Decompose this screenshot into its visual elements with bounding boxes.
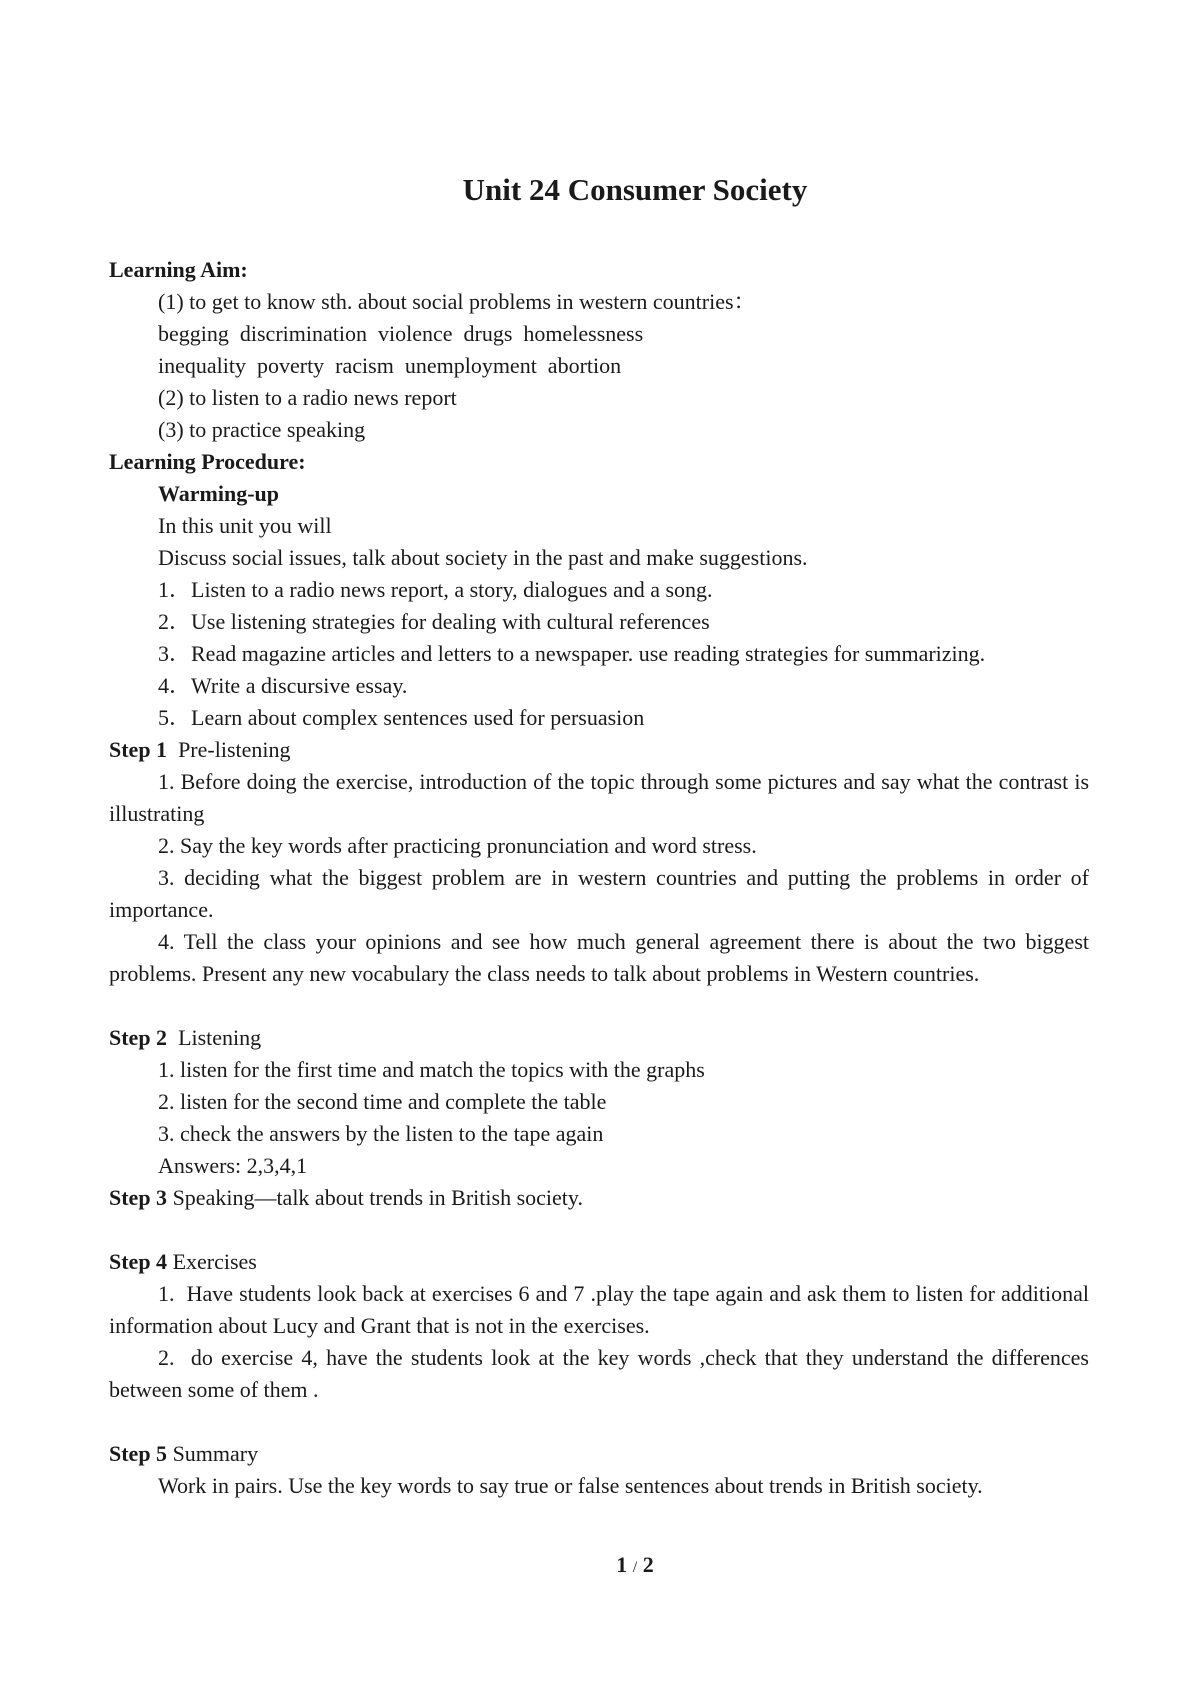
step-1-label: Step 1 <box>109 737 168 762</box>
warming-up-item: 1．Listen to a radio news report, a story, dialogues and a song. <box>158 577 713 602</box>
spacer <box>109 990 1089 1022</box>
step-3-title: Speaking—talk about trends in British society. <box>172 1185 583 1210</box>
page-title: Unit 24 Consumer Society <box>462 172 808 207</box>
step-5-paragraph: Work in pairs. Use the key words to say true or false sentences about trends in British society. <box>158 1473 983 1498</box>
aim-item-1: (1) to get to know sth. about social problems in western countries： <box>158 289 756 314</box>
step-2-item: 2. listen for the second time and complete the table <box>158 1089 607 1114</box>
warming-up-item: 3．Read magazine articles and letters to a newspaper. use reading strategies for summarizing. <box>158 641 986 666</box>
step-1-heading <box>109 734 1089 766</box>
page-number-current: 1 <box>616 1552 628 1577</box>
step-2-heading <box>109 1022 1089 1054</box>
step-2-label: Step 2 <box>109 1025 168 1050</box>
warming-up-item: 4．Write a discursive essay. <box>158 673 408 698</box>
step-5-title: Summary <box>172 1441 259 1466</box>
document-body <box>109 254 1095 1502</box>
step-1-paragraph: 1. Before doing the exercise, introduction of the topic through some pictures and say what the contrast is illustrating <box>109 769 1089 826</box>
aim-words-1: begging discrimination violence drugs homelessness <box>158 321 644 346</box>
step-3-heading <box>109 1182 1089 1214</box>
step-2-item: 3. check the answers by the listen to the tape again <box>158 1121 604 1146</box>
spacer <box>109 1214 1089 1246</box>
page-number-total: 2 <box>642 1552 654 1577</box>
step-1-paragraph: 3. deciding what the biggest problem are in western countries and putting the problems in order of importance. <box>109 865 1089 922</box>
warming-up-item: 5．Learn about complex sentences used for persuasion <box>158 705 645 730</box>
warming-up-intro: In this unit you will <box>158 513 332 538</box>
step-5-label: Step 5 <box>109 1441 168 1466</box>
aim-item-2: (2) to listen to a radio news report <box>158 385 457 410</box>
step-5-heading <box>109 1438 1089 1470</box>
page-number <box>0 1550 1191 1583</box>
step-2-answers: Answers: 2,3,4,1 <box>158 1153 308 1178</box>
step-2-item: 1. listen for the first time and match the topics with the graphs <box>158 1057 705 1082</box>
step-1-title: Pre-listening <box>178 737 291 762</box>
step-1-paragraph: 2. Say the key words after practicing pronunciation and word stress. <box>158 833 757 858</box>
step-1-paragraph: 4. Tell the class your opinions and see how much general agreement there is about the two biggest problems. Present any new vocabulary the class needs to talk about problems in Western countries. <box>109 929 1089 986</box>
aim-item-3: (3) to practice speaking <box>158 417 366 442</box>
page-number-separator: / <box>632 1559 638 1576</box>
step-2-title: Listening <box>178 1025 262 1050</box>
spacer <box>109 1406 1089 1438</box>
step-3-label: Step 3 <box>109 1185 168 1210</box>
learning-aim-heading: Learning Aim: <box>109 257 248 282</box>
warming-up-discuss: Discuss social issues, talk about society in the past and make suggestions. <box>158 545 808 570</box>
aim-words-2: inequality poverty racism unemployment abortion <box>158 353 622 378</box>
step-4-label: Step 4 <box>109 1249 168 1274</box>
step-4-title: Exercises <box>172 1249 257 1274</box>
step-4-paragraph: 2. do exercise 4, have the students look at the key words ,check that they understand the differences between some of them . <box>109 1345 1095 1402</box>
step-4-paragraph: 1. Have students look back at exercises 6 and 7 .play the tape again and ask them to listen for additional information about Lucy and Grant that is not in the exercises. <box>109 1281 1095 1338</box>
warming-up-heading: Warming-up <box>158 481 280 506</box>
warming-up-item: 2．Use listening strategies for dealing with cultural references <box>158 609 710 634</box>
learning-procedure-heading: Learning Procedure: <box>109 449 306 474</box>
step-4-heading <box>109 1246 1089 1278</box>
